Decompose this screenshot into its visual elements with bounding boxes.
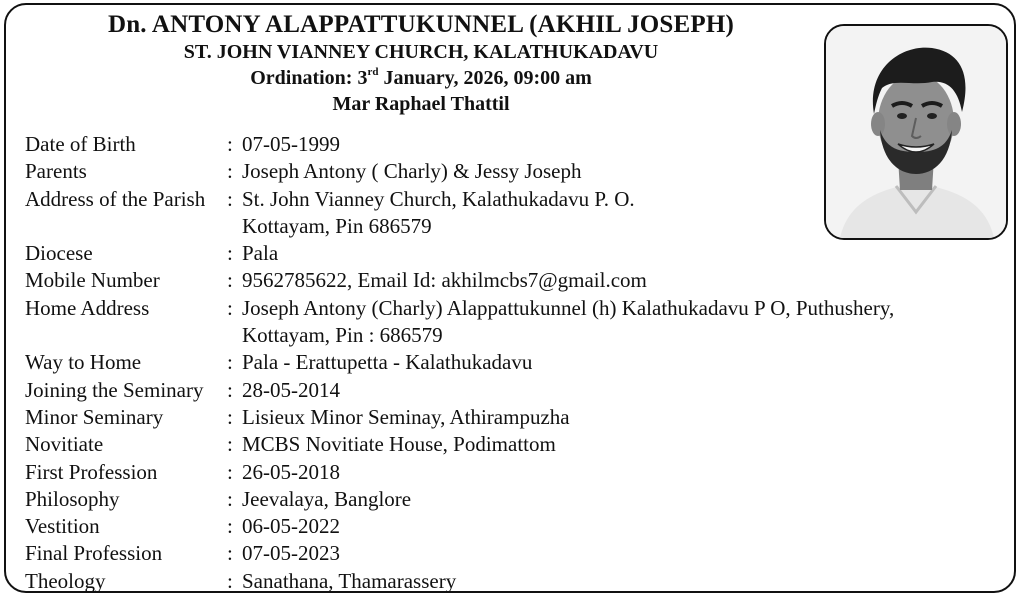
detail-separator: : [227,268,233,293]
card-header [6,11,836,117]
detail-separator: : [227,377,233,402]
detail-label: Theology [25,568,106,593]
detail-separator: : [227,432,233,457]
detail-label: Vestition [25,514,100,539]
detail-label: Diocese [25,241,93,266]
detail-value-line: Jeevalaya, Banglore [242,486,412,511]
ordaining-bishop: Mar Raphael Thattil [332,93,510,115]
detail-row [25,186,985,241]
detail-label: Date of Birth [25,132,136,156]
detail-row [25,295,985,350]
detail-value-line: Kottayam, Pin 686579 [242,213,432,238]
detail-label: Minor Seminary [25,404,164,429]
detail-separator: : [227,186,233,211]
detail-label: Mobile Number [25,268,160,293]
detail-value-line: 07-05-2023 [242,541,340,566]
detail-row [25,267,985,294]
detail-value-line: Joseph Antony ( Charly) & Jessy Joseph [242,159,582,184]
ordination-ordinal: rd [367,66,379,79]
detail-value [242,158,985,185]
detail-row [25,459,985,486]
ordination-line [6,65,836,91]
detail-separator: : [227,568,233,593]
detail-value-line: 28-05-2014 [242,377,340,402]
detail-separator: : [227,241,233,266]
detail-value-line: 06-05-2022 [242,514,340,539]
detail-row [25,486,985,513]
detail-separator: : [227,132,233,156]
detail-separator: : [227,514,233,539]
church-name: ST. JOHN VIANNEY CHURCH, KALATHUKADAVU [183,41,659,63]
detail-value-line: Joseph Antony (Charly) Alappattukunnel (h) Kalathukadavu P O, Puthushery, [242,295,895,320]
detail-value-line: Lisieux Minor Seminay, Athirampuzha [242,404,570,429]
detail-separator: : [227,404,233,429]
detail-label: Home Address [25,295,150,320]
detail-value-line: St. John Vianney Church, Kalathukadavu P. O. [242,186,635,211]
detail-value [242,240,985,267]
detail-value-line: Sanathana, Thamarassery [242,568,457,593]
detail-label: Philosophy [25,486,120,511]
detail-separator: : [227,295,233,320]
detail-row [25,540,985,567]
detail-value-line: Pala [242,241,279,266]
detail-separator: : [227,486,233,511]
detail-row [25,131,985,158]
detail-value [242,404,985,431]
detail-separator: : [227,541,233,566]
detail-separator: : [227,350,233,375]
detail-value-line: Kottayam, Pin : 686579 [242,323,443,348]
detail-value [242,568,985,595]
detail-value-line: 26-05-2018 [242,459,340,484]
deacon-name: Dn. ANTONY ALAPPATTUKUNNEL (AKHIL JOSEPH) [107,11,735,38]
detail-value [242,267,985,294]
detail-value [242,486,985,513]
detail-separator: : [227,159,233,184]
detail-value [242,349,985,376]
detail-label: First Profession [25,459,158,484]
detail-value [242,431,985,458]
ordination-prefix: Ordination: 3 [250,67,368,89]
detail-label: Novitiate [25,432,104,457]
detail-separator: : [227,459,233,484]
detail-label: Parents [25,159,87,184]
detail-value-line: MCBS Novitiate House, Podimattom [242,432,556,457]
detail-value-line: 07-05-1999 [242,132,340,156]
detail-row [25,377,985,404]
ordination-card [4,3,1016,593]
detail-label: Final Profession [25,541,163,566]
detail-value-line: 9562785622, Email Id: akhilmcbs7@gmail.com [242,268,647,293]
detail-value [242,186,985,241]
detail-row [25,404,985,431]
detail-value [242,513,985,540]
detail-value [242,131,985,158]
detail-row [25,349,985,376]
detail-label: Joining the Seminary [25,377,204,402]
detail-value-line: Pala - Erattupetta - Kalathukadavu [242,350,533,375]
detail-row [25,158,985,185]
detail-row [25,513,985,540]
detail-row [25,568,985,595]
detail-value [242,377,985,404]
detail-row [25,240,985,267]
ordination-date-time: January, 2026, 09:00 am [378,67,592,89]
detail-label: Way to Home [25,350,142,375]
detail-row [25,431,985,458]
details-list [25,131,985,595]
detail-value [242,540,985,567]
detail-value [242,295,985,350]
detail-label: Address of the Parish [25,186,206,211]
detail-value [242,459,985,486]
